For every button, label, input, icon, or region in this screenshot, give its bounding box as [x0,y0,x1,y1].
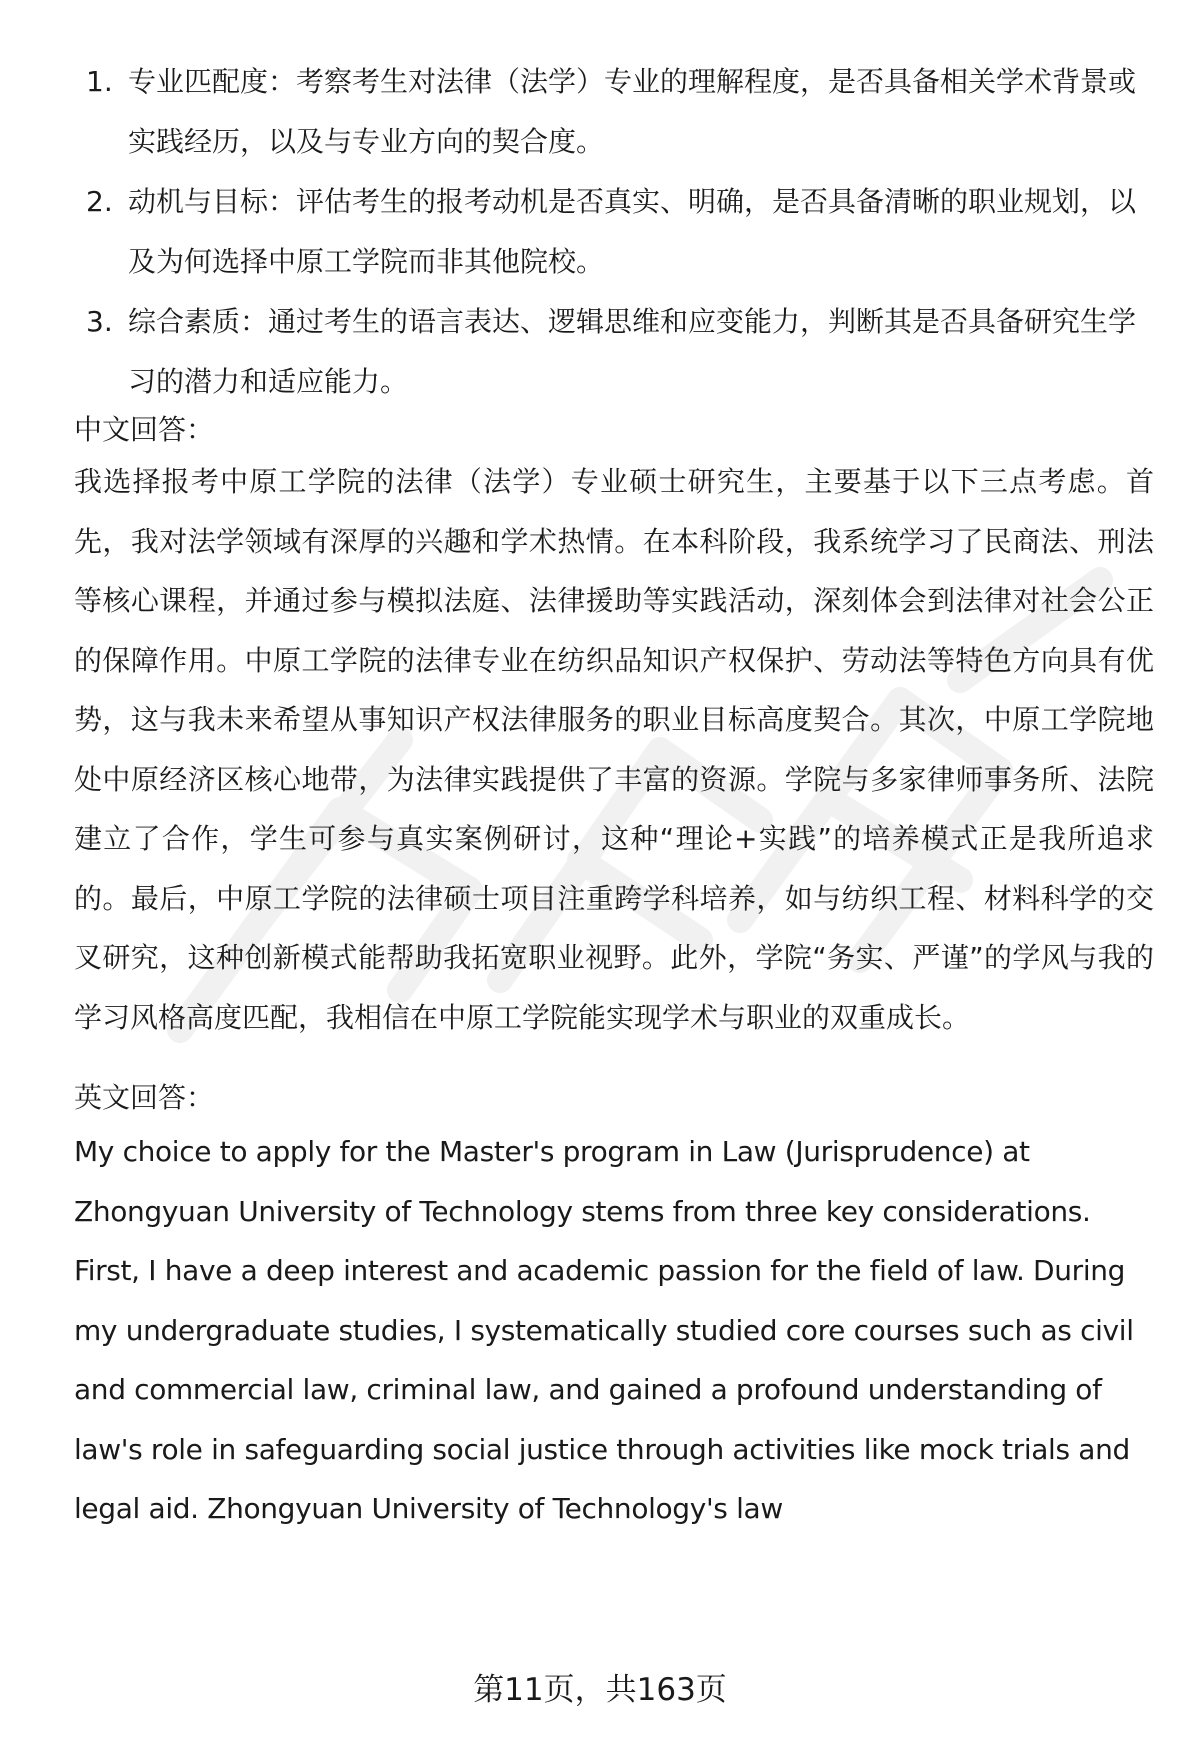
criteria-text: 专业匹配度：考察考生对法律（法学）专业的理解程度，是否具备相关学术背景或实践经历，以及与专业方向的契合度。 [128,65,1137,158]
criteria-text: 动机与目标：评估考生的报考动机是否真实、明确，是否具备清晰的职业规划，以及为何选择中原工学院而非其他院校。 [128,185,1137,278]
list-number: 1. [86,65,113,98]
list-number: 2. [86,185,113,218]
list-number: 3. [86,305,113,338]
criteria-item [74,52,1154,172]
page-number-footer: 第11页，共163页 [473,1672,727,1708]
chinese-answer-label: 中文回答： [74,413,215,446]
criteria-item [74,172,1154,292]
english-answer-label: 英文回答： [74,1081,215,1114]
criteria-text: 综合素质：通过考生的语言表达、逻辑思维和应变能力，判断其是否具备研究生学习的潜力和适应能力。 [128,305,1137,398]
english-answer-paragraph: My choice to apply for the Master's program in Law (Jurisprudence) at Zhongyuan University of Technology stems from three key considerations. First, I have a deep interest and academic passion for the field of law. During my undergraduate studies, I systematically studied core courses such as civil and commercial law, criminal law, and gained a profound understanding of law's role in safeguarding social justice through activities like mock trials and legal aid. Zhongyuan University of Technology's law [74,1135,1134,1525]
criteria-item [74,292,1154,412]
criteria-list [74,52,1154,412]
chinese-answer-paragraph: 我选择报考中原工学院的法律（法学）专业硕士研究生，主要基于以下三点考虑。首先，我对法学领域有深厚的兴趣和学术热情。在本科阶段，我系统学习了民商法、刑法等核心课程，并通过参与模拟法庭、法律援助等实践活动，深刻体会到法律对社会公正的保障作用。中原工学院的法律专业在纺织品知识产权保护、劳动法等特色方向具有优势，这与我未来希望从事知识产权法律服务的职业目标高度契合。其次，中原工学院地处中原经济区核心地带，为法律实践提供了丰富的资源。学院与多家律师事务所、法院建立了合作，学生可参与真实案例研讨，这种“理论+实践”的培养模式正是我所追求的。最后，中原工学院的法律硕士项目注重跨学科培养，如与纺织工程、材料科学的交叉研究，这种创新模式能帮助我拓宽职业视野。此外，学院“务实、严谨”的学风与我的学习风格高度匹配，我相信在中原工学院能实现学术与职业的双重成长。 [74,465,1154,1034]
